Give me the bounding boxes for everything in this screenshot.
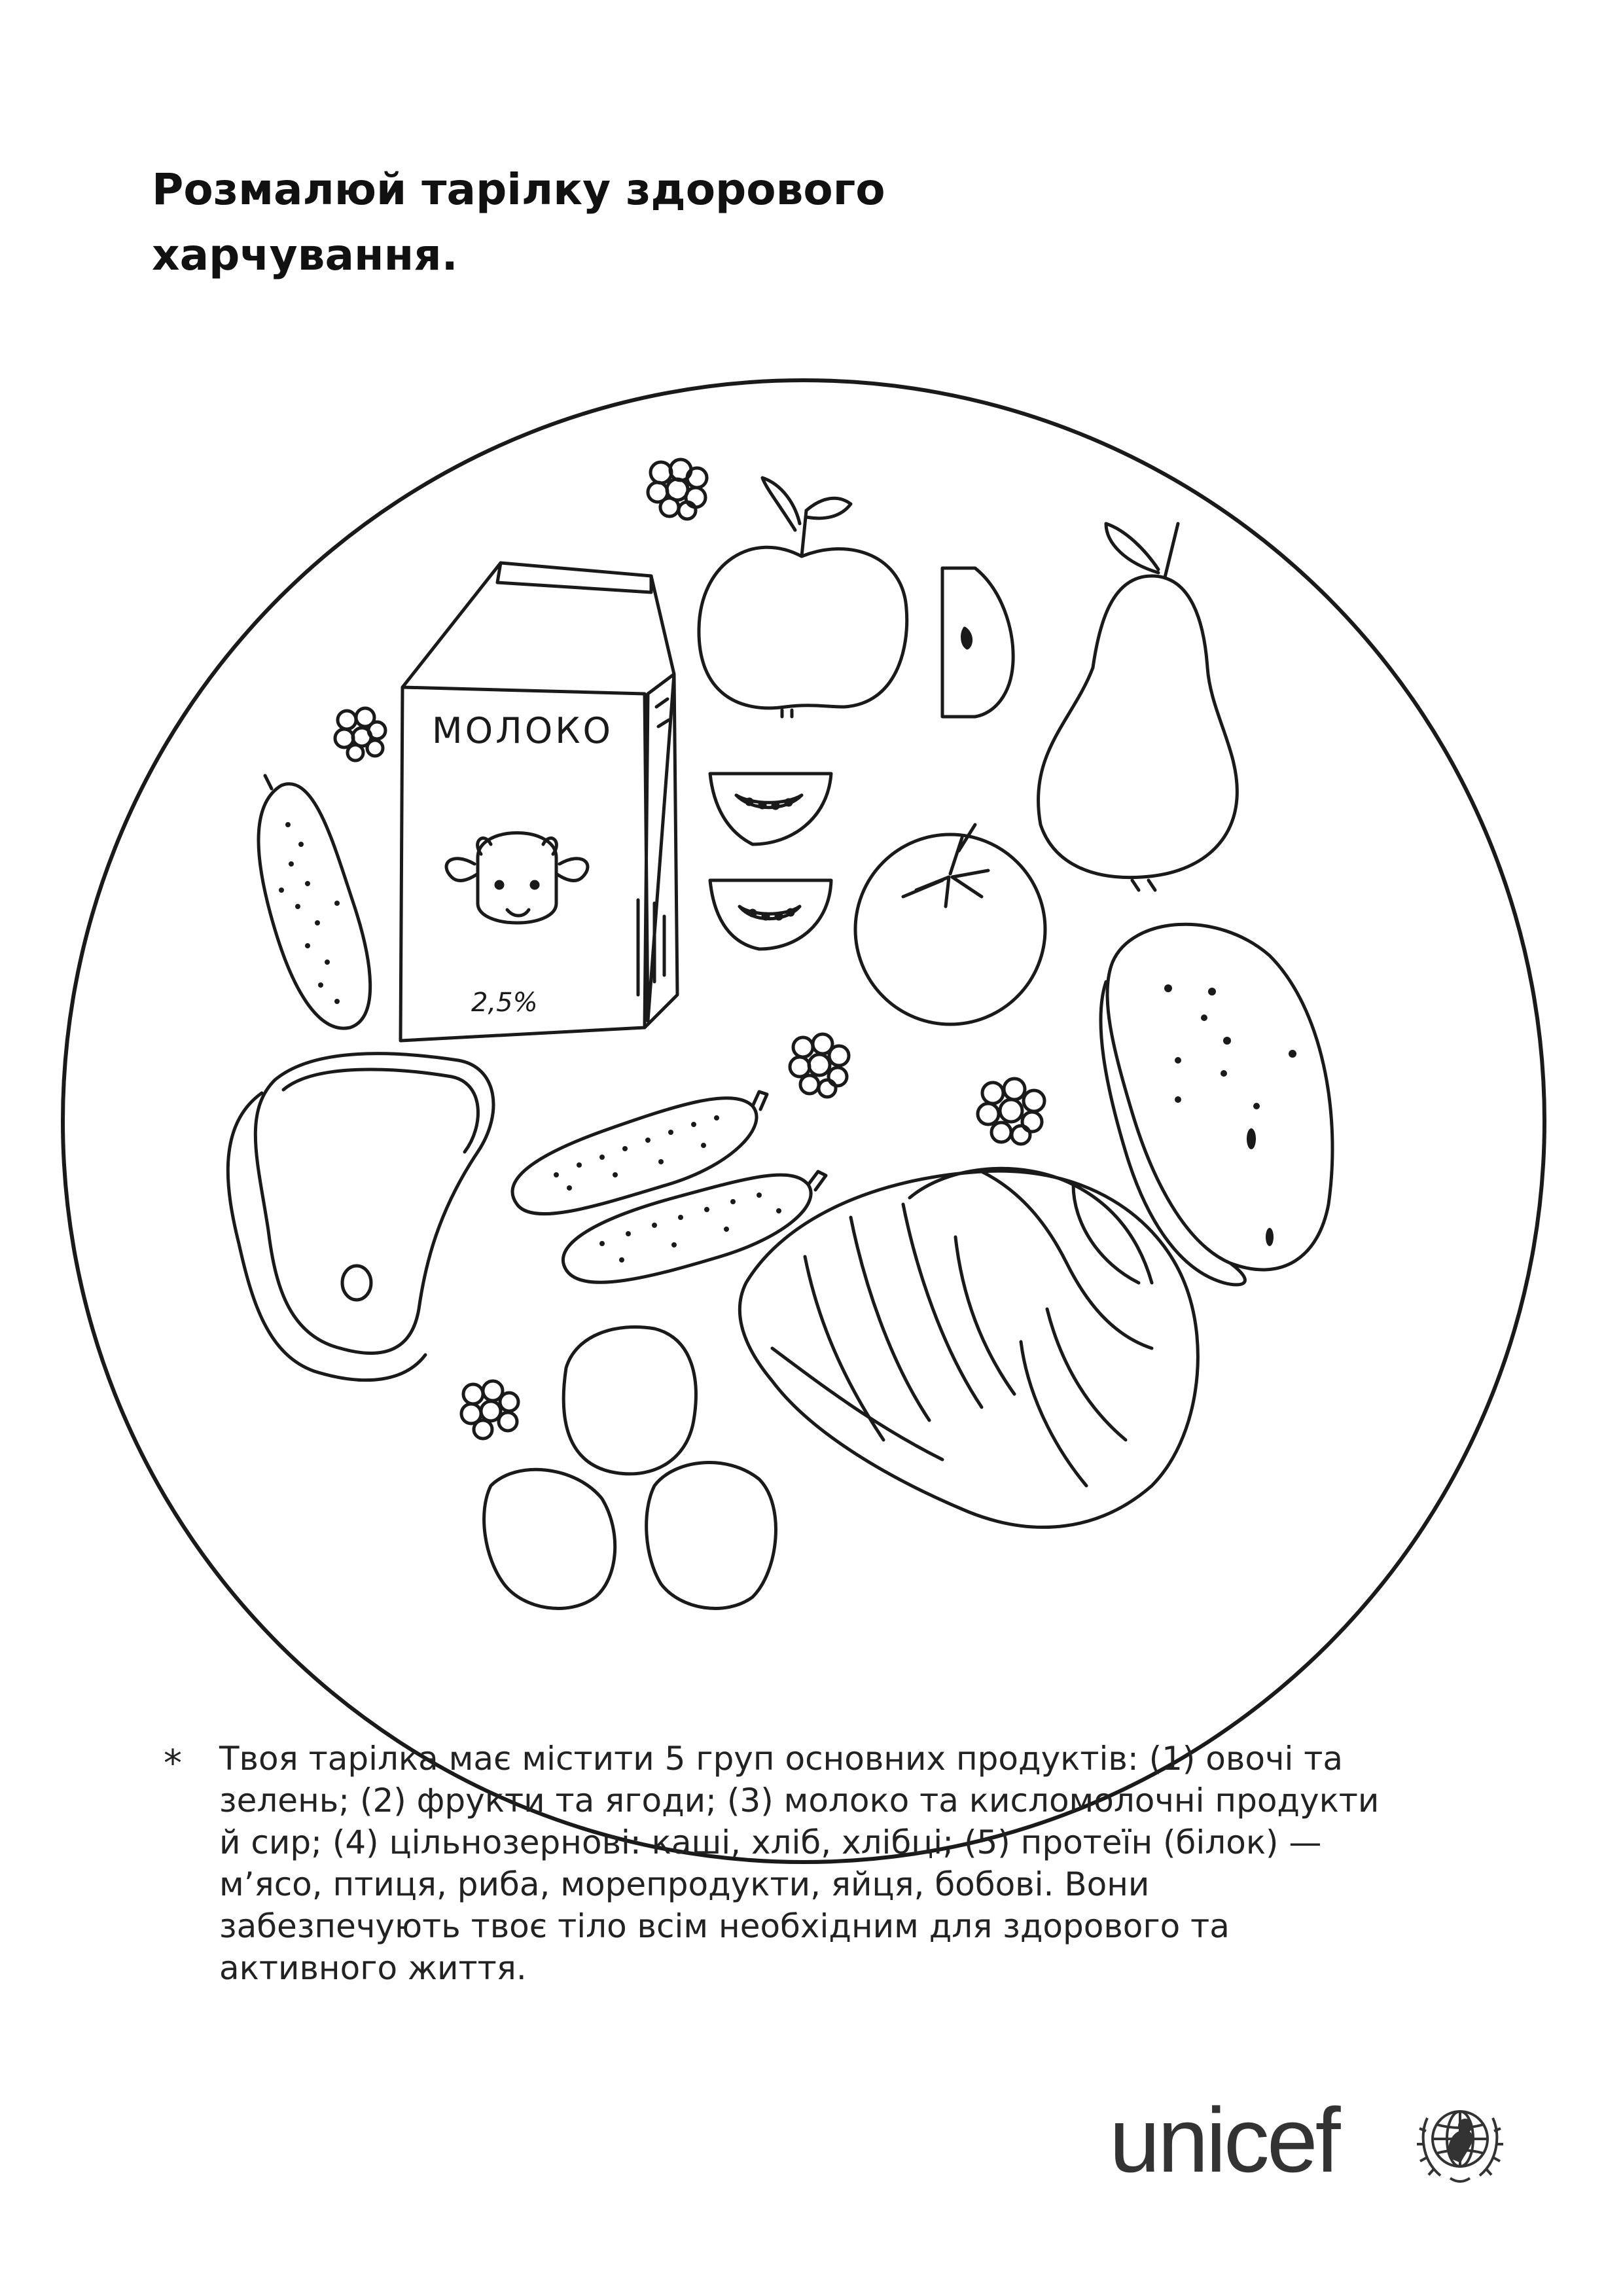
note-line-5: забезпечують твоє тіло всім необхідним для здорового та	[219, 1907, 1230, 1945]
raspberry-4	[978, 1079, 1044, 1144]
raspberry-3	[790, 1034, 849, 1097]
unicef-logo	[1109, 2089, 1515, 2191]
potato-3	[647, 1463, 776, 1609]
cucumber-vertical	[259, 776, 370, 1028]
note-line-3: й сир; (4) цільнозернові: каші, хліб, хлібці; (5) протеїн (білок) —	[219, 1823, 1322, 1861]
note-line-2: зелень; (2) фрукти та ягоди; (3) молоко та кисломолочні продукти	[219, 1782, 1380, 1820]
bread-slice	[1101, 924, 1332, 1285]
unicef-emblem-icon	[1408, 2098, 1512, 2190]
note-line-1: Твоя тарілка має містити 5 груп основних продуктів: (1) овочі та	[219, 1740, 1344, 1778]
raspberry-2	[335, 708, 385, 761]
milk-fat-label: 2,5%	[471, 988, 538, 1018]
pear	[1038, 524, 1237, 890]
plate-circle	[63, 380, 1544, 1862]
note-line-6: активного життя.	[219, 1949, 527, 1987]
unicef-wordmark: unicef	[1109, 2089, 1338, 2191]
tomato-slice-1	[710, 774, 831, 844]
apple	[699, 478, 907, 717]
milk-carton	[401, 563, 677, 1041]
note-marker: *	[164, 1742, 182, 1785]
cucumber-1	[512, 1092, 767, 1214]
cucumber-2	[563, 1172, 826, 1282]
apple-slice	[942, 568, 1013, 717]
potato-2	[484, 1469, 615, 1608]
tomato	[855, 825, 1045, 1024]
note-line-4: м’ясо, птиця, риба, морепродукти, яйця, бобові. Вони	[219, 1865, 1150, 1903]
milk-label: МОЛОКО	[432, 710, 614, 751]
potato-1	[563, 1327, 696, 1474]
raspberry-5	[461, 1381, 518, 1439]
title-line-2: харчування.	[152, 230, 458, 280]
steak	[228, 1054, 493, 1380]
cabbage	[740, 1168, 1198, 1527]
title-line-1: Розмалюй тарілку здорового	[152, 164, 885, 215]
note-text	[219, 1738, 1379, 1989]
raspberry-1	[648, 459, 707, 519]
tomato-slice-2	[710, 880, 831, 949]
